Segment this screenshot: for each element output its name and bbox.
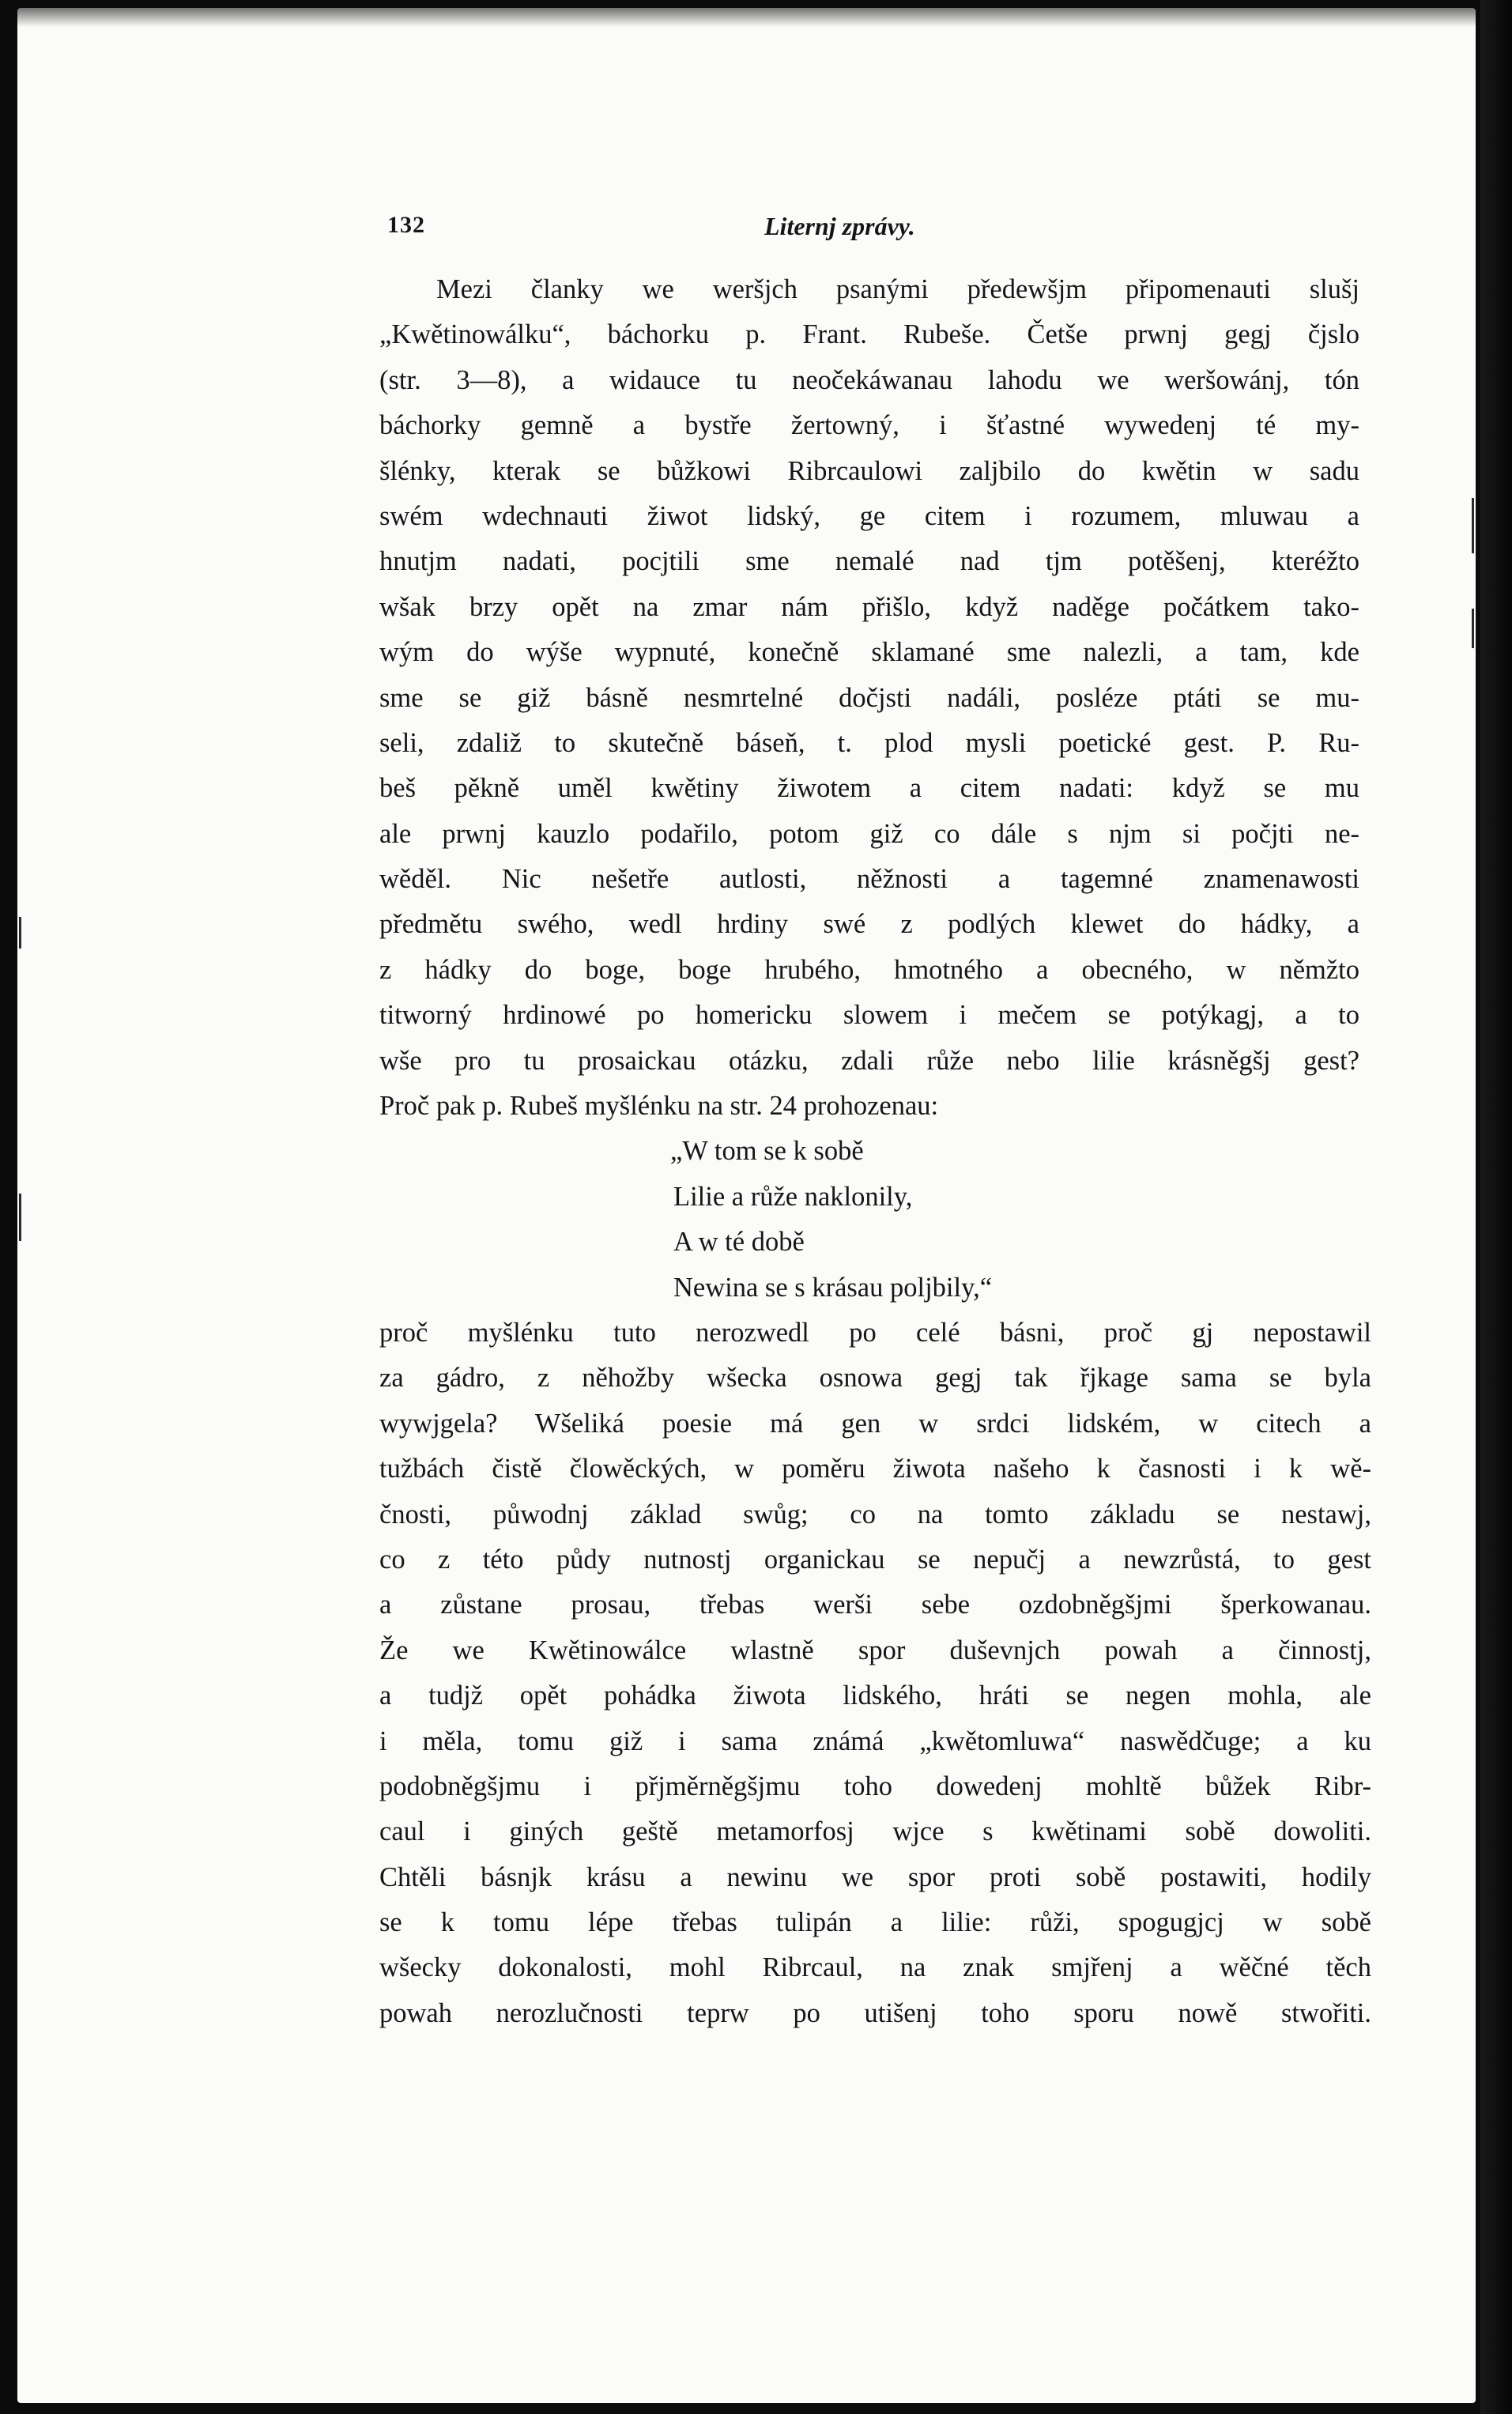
text-line: předmětu swého, wedl hrdiny swé z podlých klewet do hádky, a xyxy=(379,909,1359,940)
running-title: Liternj zprávy. xyxy=(764,212,915,240)
text-line: podobněgšjmu i přjměrněgšjmu toho dowedenj mohltě bůžek Ribr- xyxy=(379,1771,1371,1801)
text-line: wým do wýše wypnuté, konečně sklamané sme nalezli, a tam, kde xyxy=(379,637,1359,668)
verse-line: A w té době xyxy=(673,1227,805,1258)
text-line: Mezi članky we weršjch psanými předewšjm připomenauti slušj xyxy=(436,274,1359,304)
text-line: báchorky gemně a bystře žertowný, i šťastné wywedenj té my- xyxy=(379,410,1359,441)
body-text xyxy=(379,267,1371,2036)
text-line: wěděl. Nic nešetře autlosti, něžnosti a tagemné znamenawosti xyxy=(379,864,1359,895)
text-line: Chtěli básnjk krásu a newinu we spor proti sobě postawiti, hodily xyxy=(379,1861,1371,1892)
text-line: caul i giných geště metamorfosj wjce s kwětinami sobě dowoliti. xyxy=(379,1816,1371,1847)
text-line: (str. 3—8), a widauce tu neočekáwanau lahodu we weršowánj, tón xyxy=(379,364,1359,395)
text-line: sme se giž básně nesmrtelné dočjsti nadáli, posléze ptáti se mu- xyxy=(379,682,1359,713)
margin-mark-right-1 xyxy=(1472,498,1474,553)
text-line: Že we Kwětinowálce wlastně spor duševnjch powah a činnostj, xyxy=(379,1635,1371,1665)
text-line: wšak brzy opět na zmar nám přišlo, když naděge počátkem tako- xyxy=(379,591,1359,622)
text-line: i měla, tomu giž i sama známá „kwětomluwa“ naswědčuge; a ku xyxy=(379,1726,1371,1756)
text-line: wšecky dokonalosti, mohl Ribrcaul, na znak smjřenj a wěčné těch xyxy=(379,1952,1371,1983)
text-line: a tudjž opět pohádka žiwota lidského, hráti se negen mohla, ale xyxy=(379,1680,1371,1711)
text-line: čnosti, půwodnj základ swůg; co na tomto základu se nestawj, xyxy=(379,1499,1371,1529)
text-line: z hádky do boge, boge hrubého, hmotného a obecného, w němžto xyxy=(379,954,1359,985)
text-line: se k tomu lépe třebas tulipán a lilie: růži, spogugjcj w sobě xyxy=(379,1907,1371,1938)
paragraph-2 xyxy=(379,1311,1371,2036)
text-line: „Kwětinowálku“, báchorku p. Frant. Rubeše. Četše prwnj gegj čjslo xyxy=(379,319,1359,350)
scan-dark-edge xyxy=(1480,0,1512,2414)
paragraph-1 xyxy=(379,267,1359,1129)
page-top-shadow xyxy=(17,8,1476,27)
text-line: ale prwnj kauzlo podařilo, potom giž co dále s njm si počjti ne- xyxy=(379,818,1359,849)
text-line: titworný hrdinowé po homericku slowem i mečem se potýkagj, a to xyxy=(379,1000,1359,1031)
page-number: 132 xyxy=(387,212,425,238)
text-line: wše pro tu prosaickau otázku, zdali růže nebo lilie krásněgšj gest? xyxy=(379,1045,1359,1076)
text-line: tužbách čistě člowěckých, w poměru žiwota našeho k časnosti i k wě- xyxy=(379,1454,1371,1484)
margin-mark-right-2 xyxy=(1472,609,1474,648)
margin-mark-left-1 xyxy=(19,917,21,949)
text-line: hnutjm nadati, pocjtili sme nemalé nad tjm potěšenj, kteréžto xyxy=(379,546,1359,577)
text-line: za gádro, z něhožby wšecka osnowa gegj tak řjkage sama se byla xyxy=(379,1363,1371,1394)
verse-quote xyxy=(379,1129,1359,1311)
text-line: proč myšlénku tuto nerozwedl po celé básni, proč gj nepostawil xyxy=(379,1317,1371,1348)
page-header xyxy=(17,212,1476,247)
text-line: wywjgela? Wšeliká poesie má gen w srdci lidském, w citech a xyxy=(379,1408,1371,1439)
text-line: swém wdechnauti žiwot lidský, ge citem i rozumem, mluwau a xyxy=(379,500,1359,531)
margin-mark-left-2 xyxy=(19,1194,21,1241)
verse-line: „W tom se k sobě xyxy=(670,1136,864,1167)
text-line: powah nerozlučnosti teprw po utišenj toho sporu nowě stwořiti. xyxy=(379,1997,1371,2028)
text-line: Proč pak p. Rubeš myšlénku na str. 24 prohozenau: xyxy=(379,1091,939,1122)
verse-line: Lilie a růže naklonily, xyxy=(673,1181,913,1212)
text-line: a zůstane prosau, třebas werši sebe ozdobněgšjmi šperkowanau. xyxy=(379,1590,1371,1620)
text-line: seli, zdaliž to skutečně báseň, t. plod mysli poetické gest. P. Ru- xyxy=(379,727,1359,758)
text-line: beš pěkně uměl kwětiny žiwotem a citem nadati: když se mu xyxy=(379,773,1359,804)
text-line: co z této půdy nutnostj organickau se nepučj a newzrůstá, to gest xyxy=(379,1544,1371,1575)
verse-line: Newina se s krásau poljbily,“ xyxy=(673,1272,993,1303)
text-line: šlénky, kterak se bůžkowi Ribrcaulowi zaljbilo do kwětin w sadu xyxy=(379,455,1359,486)
